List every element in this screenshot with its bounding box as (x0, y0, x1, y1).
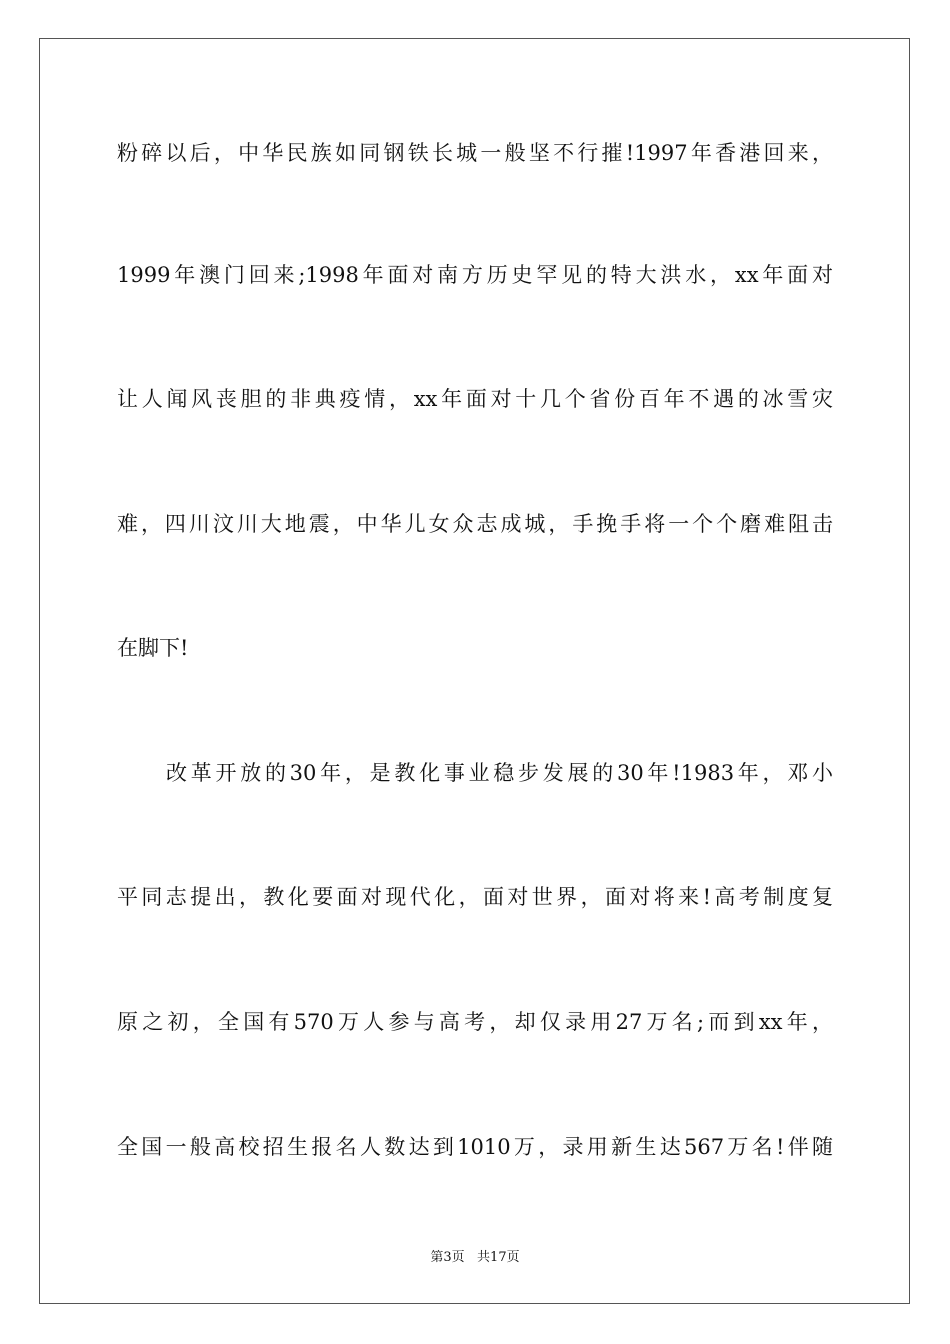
page-border (39, 38, 910, 1304)
paragraph-first-line: 改革开放的30年，是教化事业稳步发展的30年!1983年，邓小 (166, 761, 833, 785)
page-number: 第3页 共17页 (430, 1250, 520, 1265)
text-line: 粉碎以后，中华民族如同钢铁长城一般坚不行摧!1997年香港回来， (117, 141, 833, 165)
text-line: 原之初，全国有570万人参与高考，却仅录用27万名;而到xx年， (117, 1010, 833, 1034)
text-line: 1999年澳门回来;1998年面对南方历史罕见的特大洪水，xx年面对 (117, 263, 833, 287)
text-line: 让人闻风丧胆的非典疫情，xx年面对十几个省份百年不遇的冰雪灾 (117, 387, 833, 411)
text-line: 在脚下! (117, 636, 189, 660)
text-line: 全国一般高校招生报名人数达到1010万，录用新生达567万名!伴随 (117, 1135, 833, 1159)
text-line: 平同志提出，教化要面对现代化，面对世界，面对将来!高考制度复 (117, 885, 833, 909)
text-line: 难，四川汶川大地震，中华儿女众志成城，手挽手将一个个磨难阻击 (117, 512, 833, 536)
